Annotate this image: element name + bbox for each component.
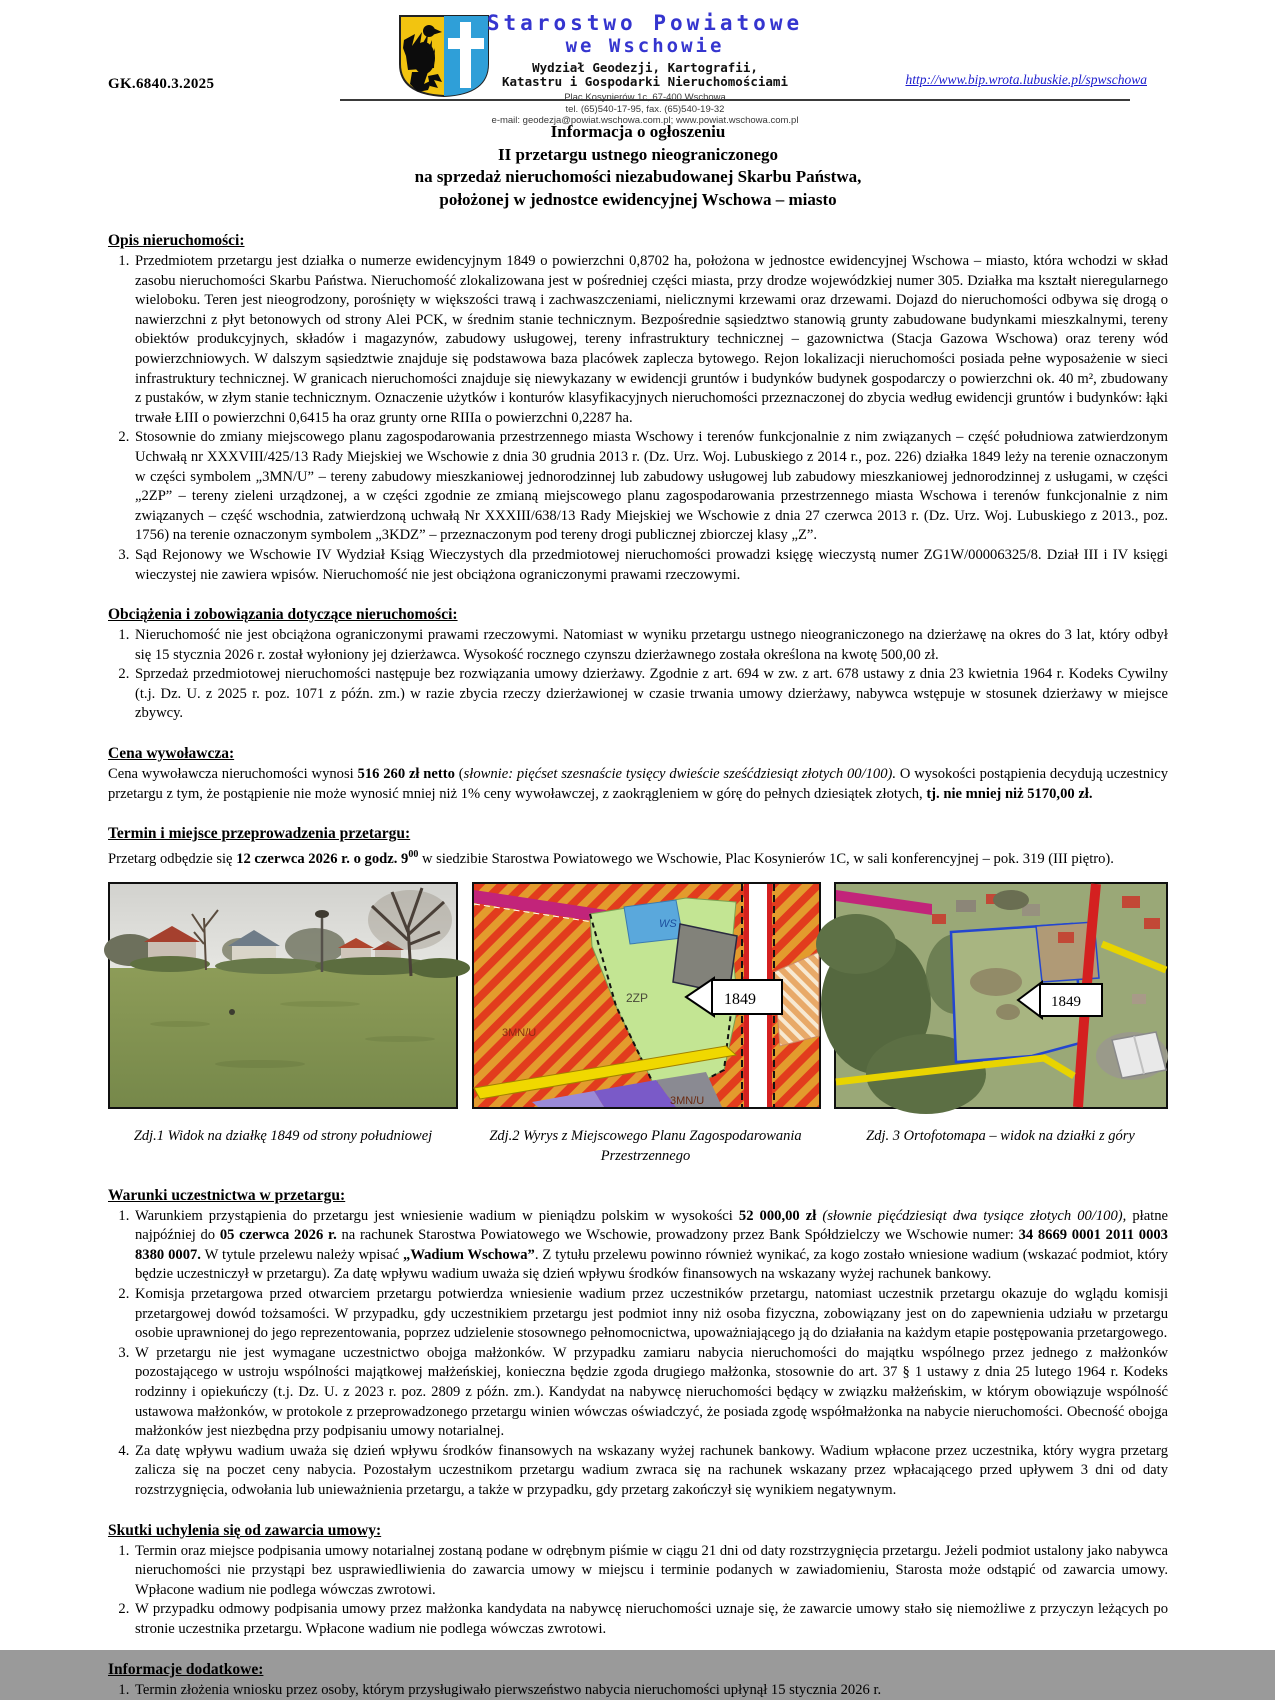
map-label-3mnu: 3MN/U — [501, 1026, 536, 1039]
section-termin-przetargu — [108, 825, 1168, 869]
section-paragraph: Przetarg odbędzie się 12 czerwca 2026 r. o godz. $9^{00}$ w siedzibie Starostwa Powiatowego we Wschowie, Plac Kosynierów 1C, w sali konferencyjnej – pok. 319 (III piętro). — [108, 849, 1114, 868]
section-heading: Cena wywoławcza: — [108, 745, 235, 763]
orthophoto-image — [836, 884, 1166, 1107]
list-item: 1. Nieruchomość nie jest obciążona ograniczonymi prawami rzeczowymi. Natomiast w wyniku przetargu ustnego nieograniczonego na dzierżawę na okres do 3 lat, który odbył się 15 stycznia 2026 r. został wyłoniony jej dzierżawca. Wysokość rocznego czynszu dzierżawnego została określona na kwotę 500,00 zł. — [133, 626, 1168, 665]
parcel-number-label: 1849 — [723, 990, 756, 1008]
section-informacje-dodatkowe — [108, 1661, 1168, 1700]
title-line2: II przetargu ustnego nieograniczonego — [497, 144, 778, 164]
list-item: 2. Komisja przetargowa przed otwarciem przetargu potwierdza wniesienie wadium przez uczestników przetargu, natomiast uczestnik przetargu okazuje do wglądu komisji przetargowej dowód tożsamości. W przypadku, gdy uczestnikiem przetargu jest podmiot inny niż osoba fizyczna, zobowiązany jest on do zapewnienia udziału w przetargu osobie uprawnionej do jego reprezentowania, poprzez udzielenie stosownego pełnomocnictwa, upoważniającego ją do działania na każdym etapie postępowania przetargowego. — [133, 1285, 1168, 1344]
figure-captions-row — [108, 1126, 1168, 1166]
phone-line: tel. (65)540-17-95, fax. (65)540-19-32 — [565, 103, 725, 115]
list-item: 1. Termin oraz miejsce podpisania umowy notarialnej zostaną podane w odrębnym piśmie w ciągu 21 dni od daty rozstrzygnięcia przetargu. Jeżeli podmiot ustalony jako nabywca nieruchomości nie przystąpi bez usprawiedliwienia do zawarcia umowy w miejscu i terminie podanych w zawiadomieniu, Starosta może odstąpić od zawarcia umowy. Wpłacone wadium nie podlega wówczas zwrotowi. — [133, 1542, 1168, 1601]
document-content — [0, 121, 1275, 1700]
zoning-map-image — [474, 884, 819, 1107]
figure1-caption: Zdj.1 Widok na działkę 1849 od strony południowej — [133, 1127, 433, 1144]
section-cena-wywolawcza — [108, 745, 1168, 804]
list-item: 2. W przypadku odmowy podpisania umowy przez małżonka kandydata na nabywcę nieruchomości uznaje się, że zawarcie umowy stało się niemożliwe z przyczyn leżących po stronie uczestnika przetargu. Wpłacone wadium nie podlega wówczas zwrotowi. — [133, 1600, 1168, 1639]
section-list — [108, 1207, 1168, 1501]
list-item: 3. Sąd Rejonowy we Wschowie IV Wydział Ksiąg Wieczystych dla przedmiotowej nieruchomości prowadzi księgę wieczystą numer ZG1W/00006325/8. Dział III i IV księgi wieczystej nie zawiera wpisów. Nieruchomość nie jest obciążona ograniczonymi prawami rzeczowymi. — [133, 546, 1168, 585]
org-name-line1: Starostwo Powiatowe — [486, 11, 804, 35]
org-name-line2: we Wschowie — [565, 35, 725, 57]
map-label-3mnu-bottom: 3MN/U — [669, 1094, 704, 1107]
figures-row — [108, 882, 1168, 1109]
figure-orthophoto — [834, 882, 1168, 1109]
parcel-photo-image — [110, 884, 456, 1107]
figure2-caption: Zdj.2 Wyrys z Miejscowego Planu Zagospodarowania Przestrzennego — [489, 1127, 802, 1164]
section-list — [108, 1681, 1168, 1700]
section-warunki-uczestnictwa — [108, 1187, 1168, 1501]
figure-zoning-plan-map — [472, 882, 821, 1109]
list-item: 2. Sprzedaż przedmiotowej nieruchomości następuje bez rozwiązania umowy dzierżawy. Zgodnie z art. 694 w zw. z art. 678 ustawy z dnia 23 kwietnia 1964 r. Kodeks Cywilny (t.j. Dz. U. z 2025 r. poz. 1071 z późn. zm.) w razie zbycia rzeczy dzierżawionej w czasie trwania umowy dzierżawy, nabywca wstępuje w stosunek dzierżawy w miejsce zbywcy. — [133, 665, 1168, 724]
reference-number: GK.6840.3.2025 — [108, 76, 215, 92]
section-heading: Skutki uchylenia się od zawarcia umowy: — [108, 1521, 382, 1539]
parcel-number-label: 1849 — [1051, 993, 1081, 1010]
figure-photo-parcel — [108, 882, 458, 1109]
section-obciazenia — [108, 606, 1168, 724]
list-item: 4. Za datę wpływu wadium uważa się dzień wpływu środków finansowych na wskazany wyżej rachunek bankowy. Wadium wpłacone przez uczestnika, który wygra przetarg zalicza się na poczet ceny nabycia. Pozostałym uczestnikom przetargu wadium zwraca się na rachunek wskazany przez wpłacającego przed upływem 3 dni od daty rozstrzygnięcia, odwołania lub unieważnienia przetargu, a także w przypadku, gdy przetarg zakończył się wynikiem negatywnym. — [133, 1442, 1168, 1501]
list-item: 2. Stosownie do zmiany miejscowego planu zagospodarowania przestrzennego miasta Wschowy i terenów funkcjonalnie z nim związanych – część południowa zatwierdzonym Uchwałą nr XXXVIII/425/13 Rady Miejskiej we Wschowie z dnia 30 grudnia 2013 r. (Dz. Urz. Woj. Lubuskiego z 2014 r., poz. 226) działka 1849 leży na terenie oznaczonym w części symbolem „3MN/U” – tereny zabudowy mieszkaniowej jednorodzinnej lub zabudowy usługowej lub zabudowy mieszkaniowej jednorodzinnej z usługami, w części „2ZP” – tereny zieleni urządzonej, a w części zgodnie ze zmianą miejscowego planu zagospodarowania przestrzennego miasta Wschowa i terenów funkcjonalnie z nim związanych – część wschodnia, zatwierdzoną uchwałą Nr XXXIII/638/13 Rady Miejskiej we Wschowie z dnia 27 czerwca 2013 r. (Dz. Urz. Woj. Lubuskiego z 2013., poz. 1756) na terenie oznaczonym symbolem „3KDZ” – przeznaczonym pod tereny drogi publicznej zbiorczej klasy „Z”. — [133, 428, 1168, 546]
list-item: 3. W przetargu nie jest wymagane uczestnictwo obojga małżonków. W przypadku zamiaru nabycia nieruchomości do majątku wspólnego przez jednego z małżonków pozostającego w ustroju wspólności majątkowej małżeńskiej, konieczna będzie zgoda drugiego małżonka, stosownie do art. 37 § 1 ustawy z dnia 25 lutego 1964 r. Kodeks rodzinny i opiekuńczy (t.j. Dz. U. z 2023 r. poz. 2809 z późn. zm.). Kandydat na nabywcę nieruchomości będący w związku małżeńskim, w którym obowiązuje wspólność ustawowa małżonków, w protokole z przeprowadzonego przetargu winien wówczas oświadczyć, że posiada zgodę współmałżonka na nabycie nieruchomości. Obecność obojga małżonków jest niezbędna przy podpisaniu umowy notarialnej. — [133, 1344, 1168, 1442]
title-line1: Informacja o ogłoszeniu — [550, 122, 726, 141]
header-divider — [340, 99, 1130, 101]
section-list — [108, 1542, 1168, 1640]
title-line4: położonej w jednostce ewidencyjnej Wschowa – miasto — [439, 189, 837, 209]
document-title — [108, 121, 1168, 211]
section-paragraph: Cena wywoławcza nieruchomości wynosi 516 260 zł netto (słownie: pięćset szesnaście tysięcy dwieście sześćdziesiąt złotych 00/100). O wysokości postąpienia decydują uczestnicy przetargu z tym, że postąpienie nie może wynosić mniej niż 1% ceny wywoławczej, z zaokrągleniem w górę do pełnych dziesiątek złotych, tj. nie mniej niż 5170,00 zł. — [108, 766, 1169, 802]
map-label-2zp: 2ZP — [625, 990, 648, 1005]
section-opis-nieruchomosci — [108, 232, 1168, 585]
section-heading: Obciążenia i zobowiązania dotyczące nieruchomości: — [108, 606, 458, 624]
section-heading: Informacje dodatkowe: — [108, 1660, 264, 1678]
section-skutki-uchylenia — [108, 1522, 1168, 1640]
bip-link[interactable]: http://www.bip.wrota.lubuskie.pl/spwschowa — [905, 72, 1147, 87]
address-line: Plac Kosynierów 1c, 67-400 Wschowa — [564, 92, 726, 103]
document-header — [0, 0, 1275, 126]
section-heading: Warunki uczestnictwa w przetargu: — [108, 1186, 346, 1204]
section-list — [108, 626, 1168, 724]
map-label-ws: WS — [658, 917, 677, 930]
email-line: e-mail: geodezja@powiat.wschowa.com.pl; www.powiat.wschowa.com.pl — [491, 115, 799, 126]
list-item: 1. Warunkiem przystąpienia do przetargu jest wniesienie wadium w pieniądzu polskim w wysokości 52 000,00 zł (słownie pięćdziesiąt dwa tysiące złotych 00/100), płatne najpóźniej do 05 czerwca 2026 r. na rachunek Starostwa Powiatowego we Wschowie, prowadzony przez Bank Spółdzielczy we Wschowie numer: 34 8669 0001 2011 0003 8380 0007. W tytule przelewu należy wpisać „Wadium Wschowa”. Z tytułu przelewu powinno również wynikać, za kogo zostało wniesione wadium (wskazać podmiot, który będzie uczestniczył w przetargu). Za datę wpływu wadium uważa się dzień wpływu środków finansowych na wskazany wyżej rachunek bankowy. — [133, 1207, 1168, 1285]
list-item: 1. Termin złożenia wniosku przez osoby, którym przysługiwało pierwszeństwo nabycia nieruchomości upłynął 15 stycznia 2026 r. — [133, 1681, 1168, 1700]
title-line3: na sprzedaż nieruchomości niezabudowanej Skarbu Państwa, — [414, 167, 862, 186]
list-item: 1. Przedmiotem przetargu jest działka o numerze ewidencyjnym 1849 o powierzchni 0,8702 ha, położona w jednostce ewidencyjnej Wschowa – miasto, która wchodzi w skład zasobu nieruchomości Skarbu Państwa. Nieruchomość zlokalizowana jest w pośredniej części miasta, przy drodze wojewódzkiej numer 305. Działka ma kształt nieregularnego wieloboku. Teren jest nieogrodzony, porośnięty w większości trawą i zachwaszczeniami, nielicznymi krzewami oraz drzewami. Dojazd do nieruchomości odbywa się drogą o nawierzchni z płyt betonowych od strony Alei PCK, w średnim stanie technicznym. Bezpośrednie sąsiedztwo stanowią grunty zabudowane budynkami mieszkalnymi, tereny obiektów produkcyjnych, składów i magazynów, zabudowy usługowej, tereny infrastruktury technicznej – gazownictwa (Stacja Gazowa Wschowa) oraz tereny wód powierzchniowych. W dalszym sąsiedztwie znajduje się podstawowa baza placówek zaplecza bytowego. Rejon lokalizacji nieruchomości posiada pełne wyposażenie w sieci infrastruktury technicznej. W granicach nieruchomości znajduje się niewykazany w ewidencji gruntów i budynków budynek gospodarczy o powierzchni ok. 40 m², zbudowany z pustaków, w złym stanie technicznym. Oznaczenie użytków i konturów klasyfikacyjnych nieruchomości przeznaczonej do zbycia według ewidencji gruntów i budynków: łąki trwałe ŁIII o powierzchni 0,6415 ha oraz grunty orne RIIIa o powierzchni 0,2287 ha. — [133, 252, 1168, 428]
section-list — [108, 252, 1168, 585]
section-heading: Opis nieruchomości: — [108, 232, 245, 249]
department-line2: Katastru i Gospodarki Nieruchomościami — [502, 74, 788, 89]
figure3-caption: Zdj. 3 Ortofotomapa – widok na działki z góry — [866, 1127, 1135, 1144]
section-heading: Termin i miejsce przeprowadzenia przetargu: — [108, 825, 411, 843]
letterhead — [455, 12, 835, 127]
department-line1: Wydział Geodezji, Kartografii, — [532, 60, 758, 75]
